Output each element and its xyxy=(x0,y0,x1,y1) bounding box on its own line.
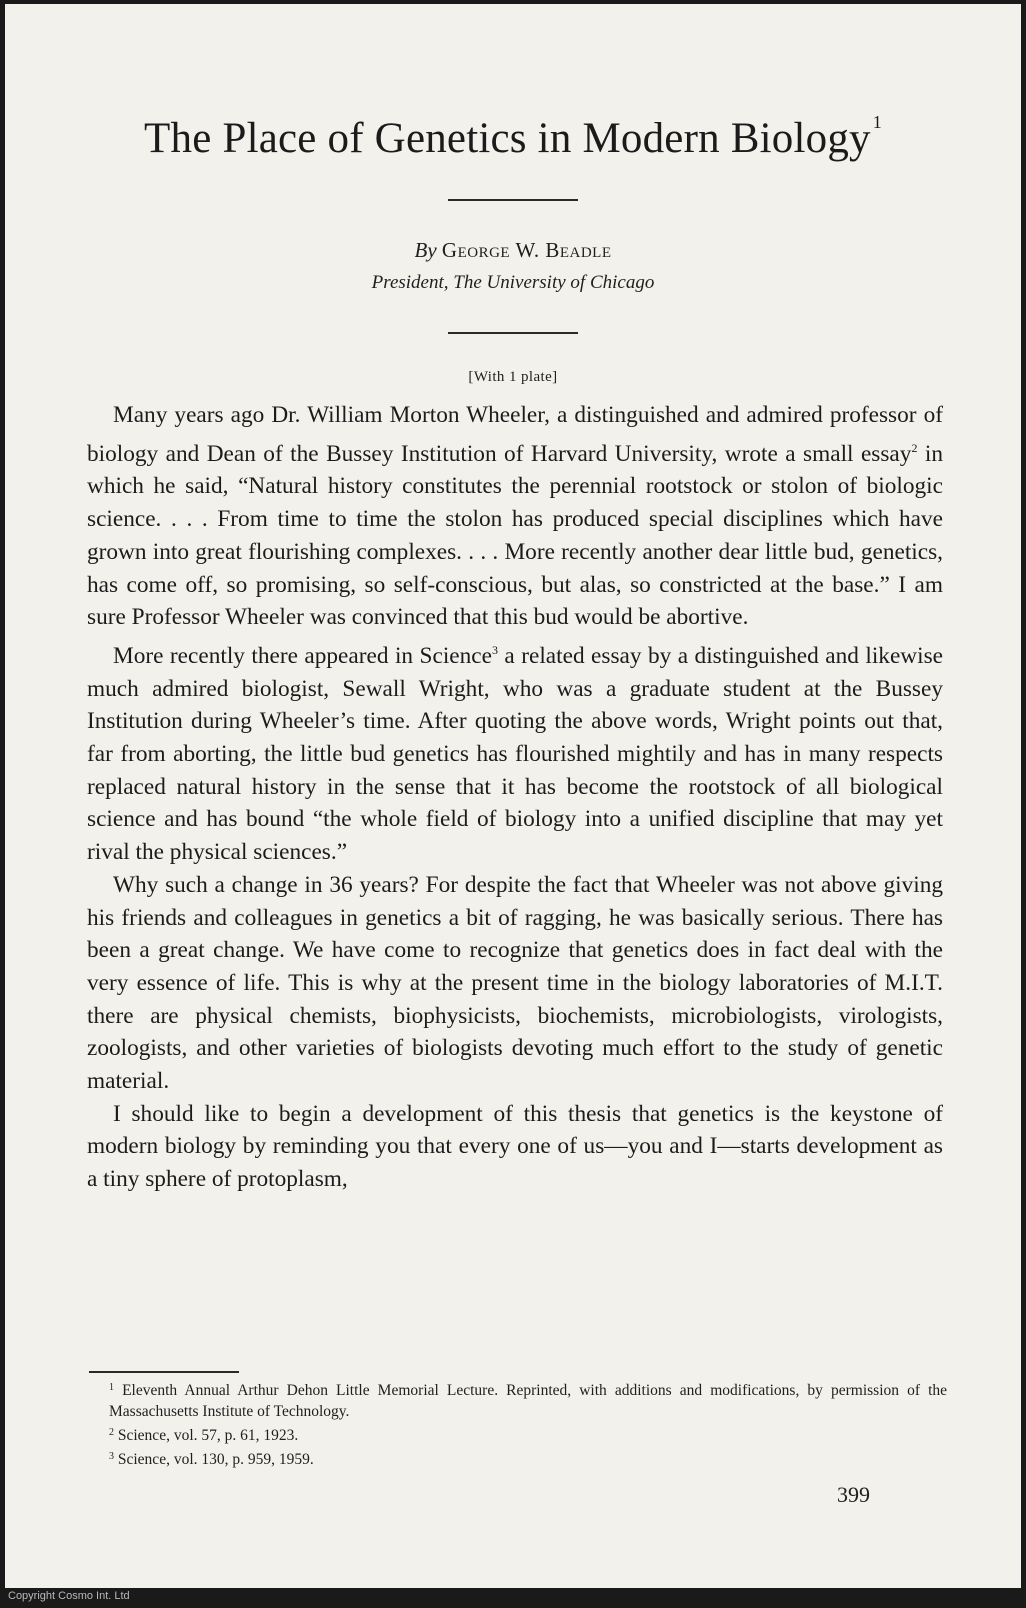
footnote-mark: 2 xyxy=(109,1427,114,1438)
plate-note: [With 1 plate] xyxy=(468,369,558,385)
copyright-credit: Copyright Cosmo Int. Ltd xyxy=(8,1590,130,1602)
footnotes xyxy=(87,1377,947,1470)
document-page xyxy=(5,4,1021,1588)
footnote-ref: 3 xyxy=(491,642,498,657)
byline-divider xyxy=(448,332,578,334)
footnote-mark: 3 xyxy=(109,1451,114,1462)
footnote-text: Science, vol. 130, p. 959, 1959. xyxy=(117,1451,314,1468)
footnote-divider xyxy=(89,1371,239,1373)
article-title xyxy=(5,112,1021,163)
author-affiliation: President, The University of Chicago xyxy=(371,272,655,293)
article-title-text: The Place of Genetics in Modern Biology xyxy=(144,115,871,162)
footnote xyxy=(87,1446,947,1470)
article-body xyxy=(87,399,943,1196)
paragraph: Many years ago Dr. William Morton Wheeler, a distinguished and admired professor of biology and Dean of the Bussey Institution of Harvard University, wrote a small essay$^2$ in which he said, “Natural history constitutes the perennial rootstock or stolon of biologic science. . . . From time to time the stolon has produced special disciplines which have grown into great flourishing complexes. . . . More recently another dear little bud, genetics, has come off, so promising, so self-conscious, but alas, so constricted at the base.” I am sure Professor Wheeler was convinced that this bud would be abortive. xyxy=(87,402,944,631)
footnote xyxy=(87,1422,947,1446)
page-number: 399 xyxy=(837,1482,870,1507)
paragraph: I should like to begin a development of this thesis that genetics is the keystone of modern biology by reminding you that every one of us—you and I—starts development as a tiny sphere of protoplasm, xyxy=(87,1100,943,1193)
author-name: George W. Beadle xyxy=(441,238,612,262)
footnote-ref: 2 xyxy=(911,440,918,455)
byline xyxy=(5,238,1021,263)
footnote-text: Science, vol. 57, p. 61, 1923. xyxy=(117,1427,299,1444)
title-divider xyxy=(448,199,578,201)
paragraph: More recently there appeared in Science$^3$ a related essay by a distinguished and likewise much admired biologist, Sewall Wright, who was a graduate student at the Bussey Institution during Wheeler’s time. After quoting the above words, Wright points out that, far from aborting, the little bud genetics has flourished mightily and has in many respects replaced natural history in the sense that it has become the rootstock of all biological science and has bound “the whole field of biology into a unified discipline that may yet rival the physical sciences.” xyxy=(87,642,943,866)
footnote xyxy=(87,1377,947,1422)
paragraph: Why such a change in 36 years? For despite the fact that Wheeler was not above giving his friends and colleagues in genetics a bit of ragging, he was basically serious. There has been a great change. We have come to recognize that genetics does in fact deal with the very essence of life. This is why at the present time in the biology laboratories of M.I.T. there are physical chemists, biophysicists, biochemists, microbiologists, virologists, zoologists, and other varieties of biologists devoting much effort to the study of genetic material. xyxy=(87,871,943,1095)
byline-prefix: By xyxy=(414,238,437,262)
footnote-text: Eleventh Annual Arthur Dehon Little Memorial Lecture. Reprinted, with additions and modifications, by permission of the Massachusetts Institute of Technology. xyxy=(109,1382,948,1420)
footnote-mark: 1 xyxy=(109,1382,114,1393)
title-footnote-ref: 1 xyxy=(872,112,882,132)
